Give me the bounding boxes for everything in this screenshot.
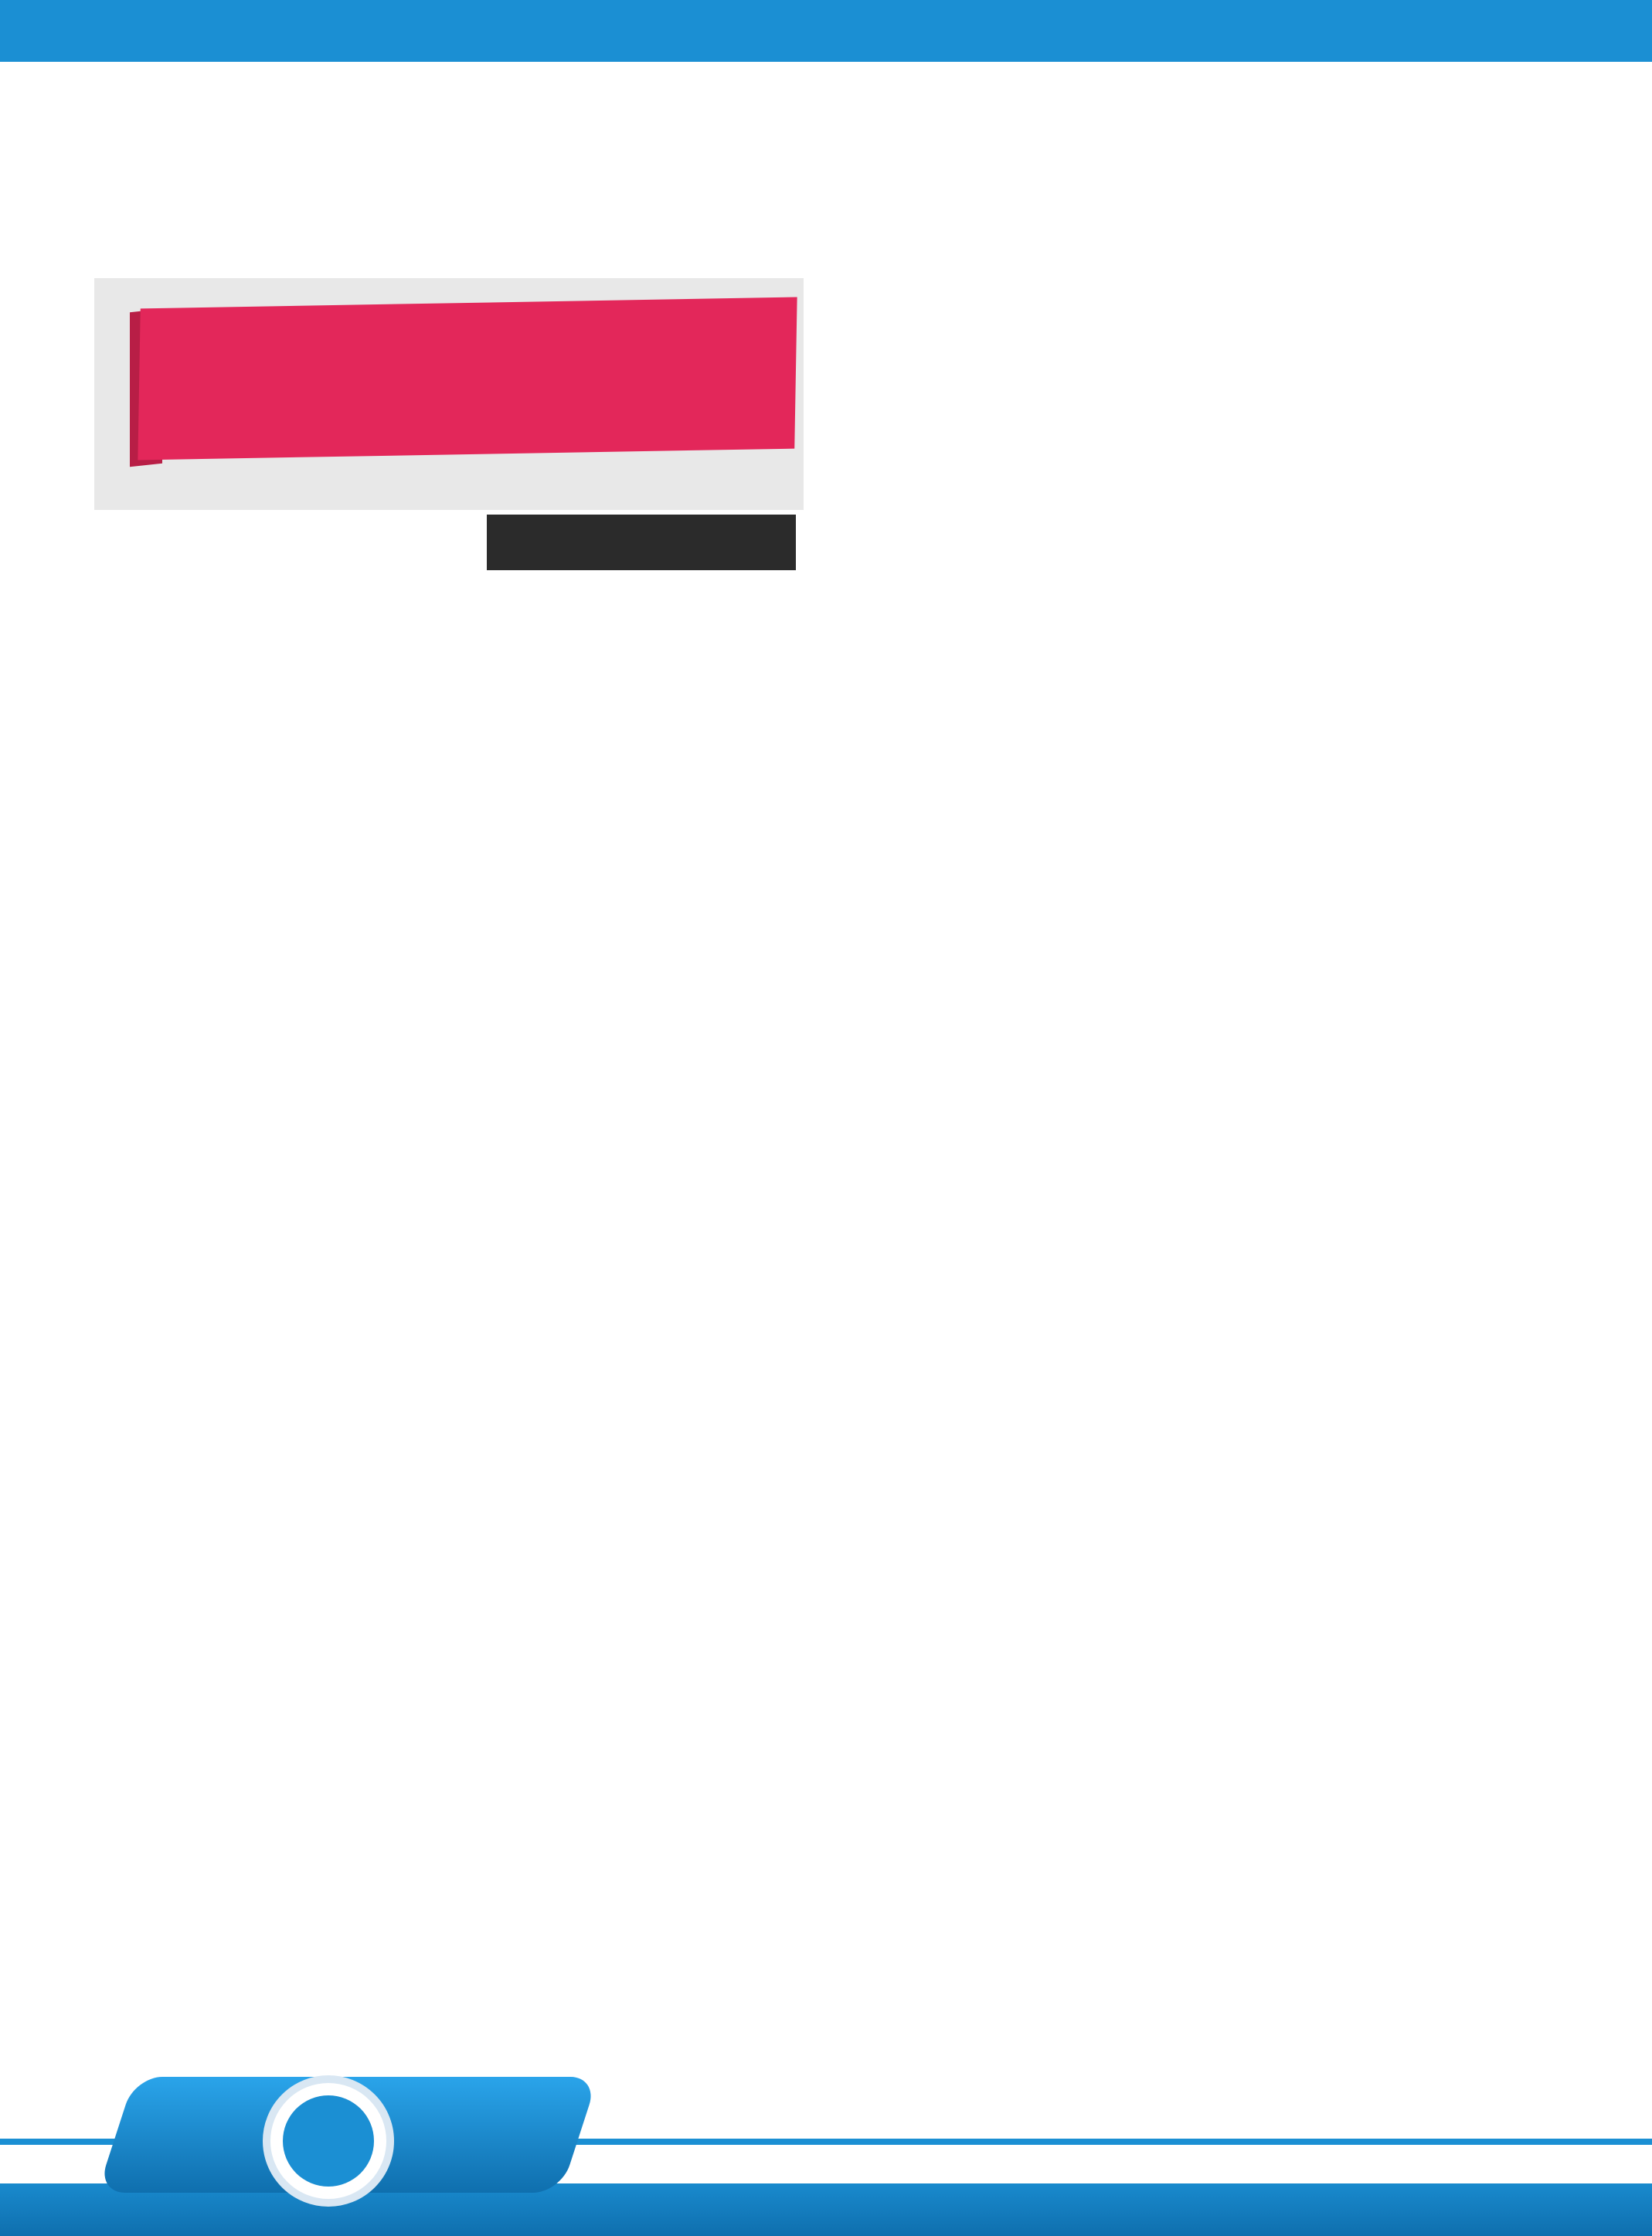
page-number (283, 2095, 374, 2187)
banner-title (139, 303, 796, 454)
top-blue-bar (0, 0, 1652, 62)
issue-number (131, 2086, 255, 2179)
page-number-circle (263, 2075, 394, 2207)
magazine-logo (433, 2078, 834, 2194)
author-byline (487, 515, 796, 570)
